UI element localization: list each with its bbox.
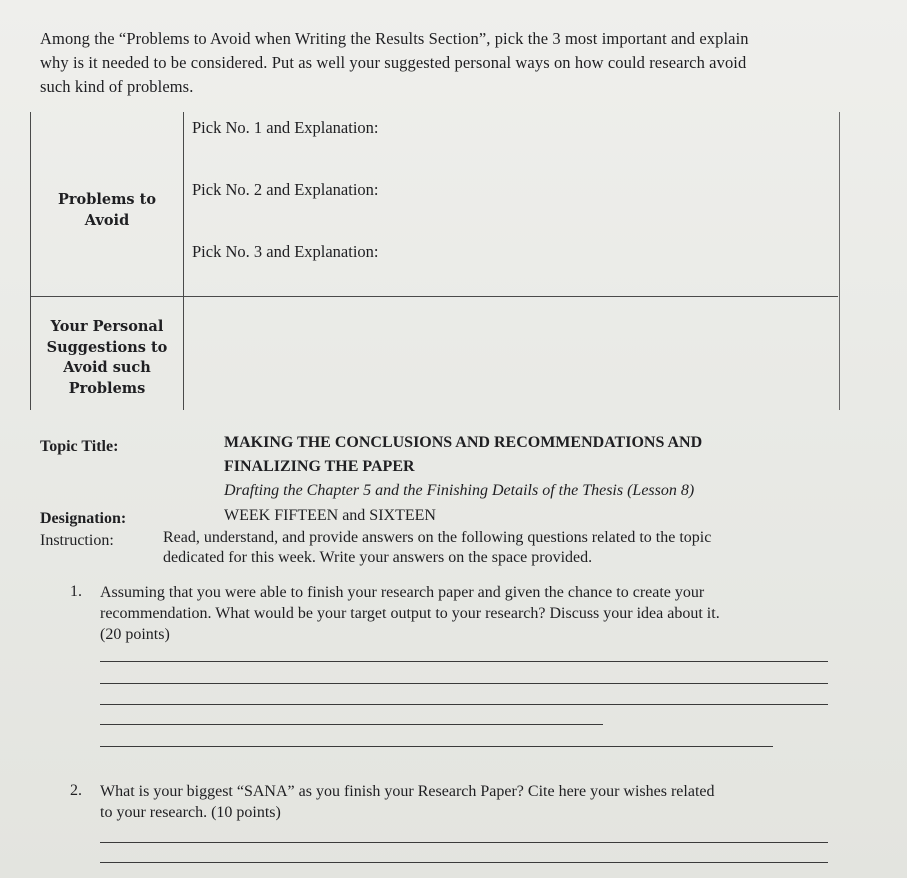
- instruction-line: Read, understand, and provide answers on the following questions related to the topic: [163, 529, 712, 546]
- table-column-divider: [183, 112, 184, 410]
- intro-line: such kind of problems.: [40, 77, 194, 96]
- answer-line[interactable]: [100, 862, 828, 863]
- topic-title-line: FINALIZING THE PAPER: [224, 458, 415, 475]
- pick-2-label: Pick No. 2 and Explanation:: [192, 180, 379, 199]
- problems-to-avoid-label: Problems to Avoid: [57, 191, 156, 229]
- personal-suggestions-label: Your Personal Suggestions to Avoid such Problems: [46, 318, 168, 397]
- answer-line[interactable]: [100, 661, 828, 662]
- topic-title-line: MAKING THE CONCLUSIONS AND RECOMMENDATIONS AND: [224, 434, 703, 451]
- designation-value: WEEK FIFTEEN and SIXTEEN: [224, 507, 436, 524]
- answer-line[interactable]: [100, 683, 828, 684]
- answer-line[interactable]: [100, 746, 773, 747]
- topic-subtitle: Drafting the Chapter 5 and the Finishing Details of the Thesis (Lesson 8): [224, 482, 695, 499]
- intro-paragraph: [40, 27, 840, 99]
- intro-line: why is it needed to be considered. Put as well your suggested personal ways on how could research avoid: [40, 53, 747, 72]
- answer-line[interactable]: [100, 842, 828, 843]
- question-number: 2.: [70, 782, 82, 799]
- instruction-label: Instruction:: [40, 532, 114, 549]
- question-number: 1.: [70, 583, 82, 600]
- pick-3-label: Pick No. 3 and Explanation:: [192, 242, 379, 261]
- topic-title-label: Topic Title:: [40, 438, 119, 455]
- intro-line: Among the “Problems to Avoid when Writing the Results Section”, pick the 3 most important and explain: [40, 29, 749, 48]
- answer-line[interactable]: [100, 704, 828, 705]
- instruction-line: dedicated for this week. Write your answers on the space provided.: [163, 549, 593, 566]
- pick-1-label: Pick No. 1 and Explanation:: [192, 118, 379, 137]
- answer-line[interactable]: [100, 724, 603, 725]
- question-1-text: Assuming that you were able to finish your research paper and given the chance to create your recommendation. What would be your target output to your research? Discuss your idea about it. (20 points): [100, 584, 720, 643]
- question-2-text: What is your biggest “SANA” as you finish your Research Paper? Cite here your wishes related to your research. (10 points): [100, 783, 715, 821]
- designation-label: Designation:: [40, 510, 127, 527]
- table-row-divider: [30, 296, 838, 297]
